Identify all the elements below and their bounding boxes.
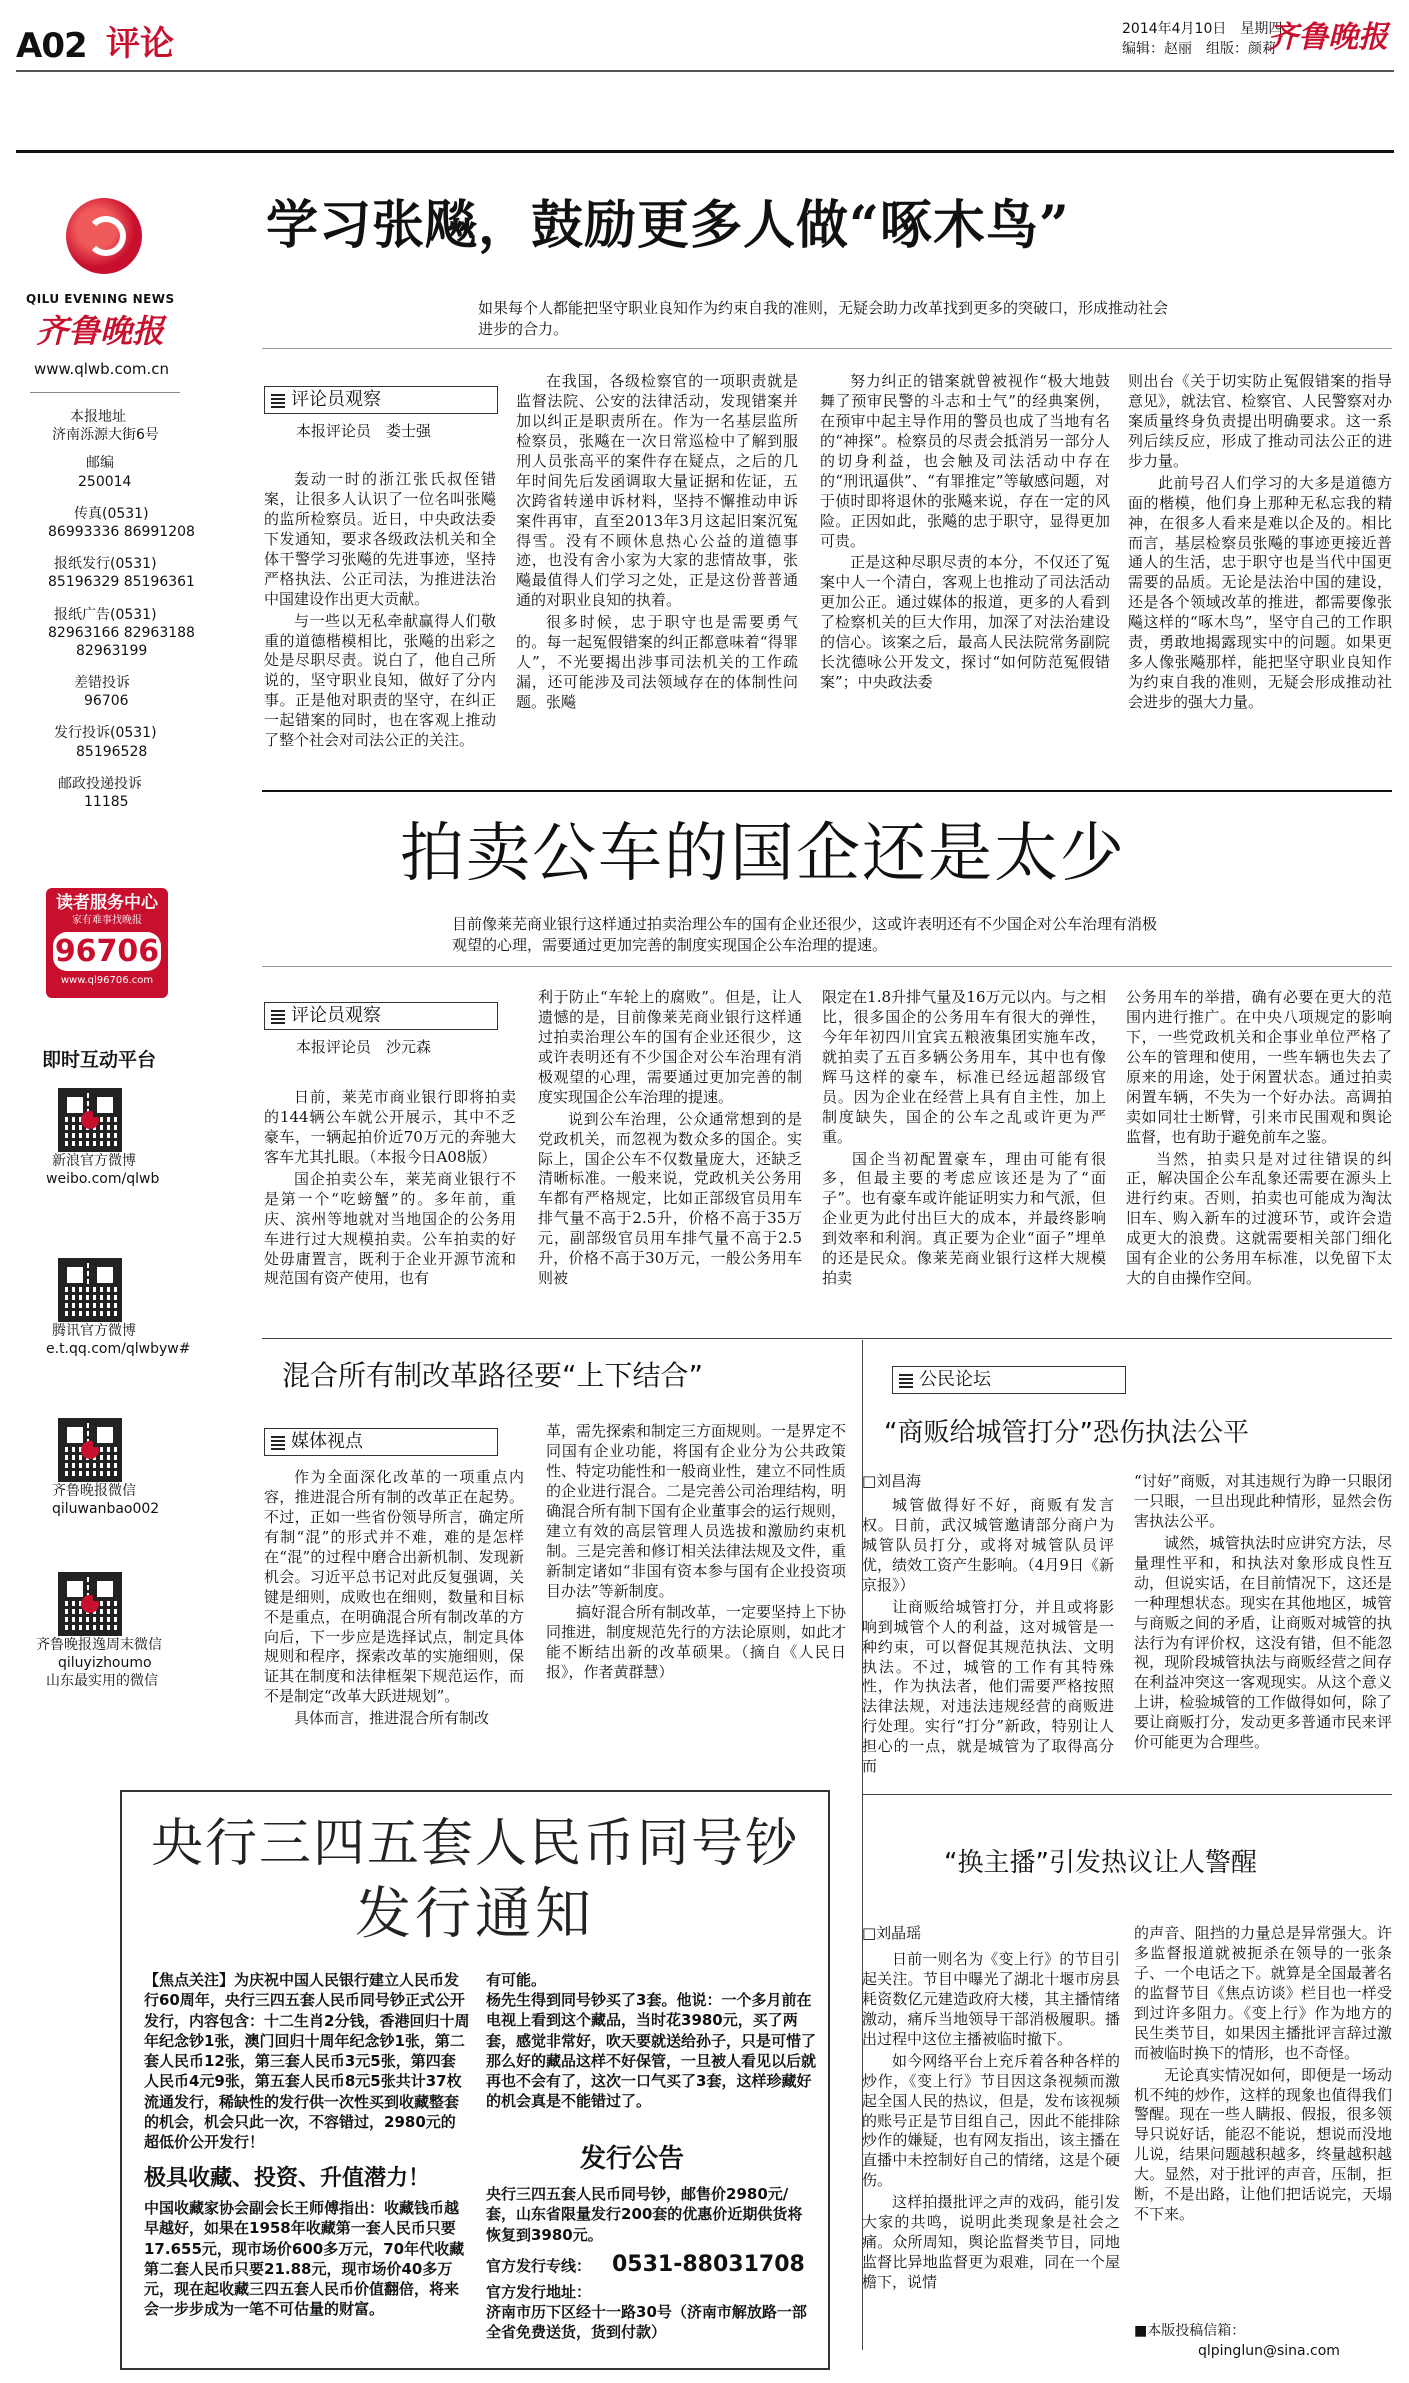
ad-notice-title: 发行公告 <box>580 2144 685 2174</box>
paragraph: 作为全面深化改革的一项重点内容，推进混合所有制的改革正在起势。不过，正如一些省份领导所言，确定所有制“混”的形式并不难，难的是怎样在“混”的过程中磨合出新机制、发现新机会。习近平总书记对此反复强调，关键是细则，成败也在细则，数量和目标不是重点，在明确混合所有制改革的方向后，下一步应是选择试点，制定具体规则和程序，探索改革的实施细则，保证其在制度和法律框架下规范运作，而不是制定“改革大跃进规划”。 <box>264 1468 524 1706</box>
paragraph: 公务用车的举措，确有必要在更大的范围内进行推广。在中央八项规定的影响下，一些党政机关和企事业单位严格了公车的管理和使用，一些车辆也失去了原来的用途，处于闲置状态。通过拍卖闲置车辆，不失为一个好办法。高调拍卖如同壮士断臂，引来市民围观和舆论监督，也有助于避免前车之鉴。 <box>1126 988 1392 1146</box>
address: 济南泺源大街6号 <box>52 427 159 444</box>
byline: 本报评论员 沙元森 <box>296 1038 432 1056</box>
brand-logo-icon <box>66 198 142 274</box>
postcode-label: 邮编 <box>86 455 114 472</box>
post-label: 邮政投递投诉 <box>58 775 142 792</box>
ad-address: 济南市历下区经十一路30号（济南市解放路一部全省免费送货，货到付款） <box>486 2303 807 2342</box>
submission-label: ■本版投稿信箱： <box>1134 2323 1246 2339</box>
body-col-2 <box>546 1422 846 1758</box>
service-number: 96706 <box>53 932 161 972</box>
qr-wechat-handle: qiluwanbao002 <box>52 1501 160 1518</box>
body-col-4 <box>1128 372 1392 772</box>
complaint: 96706 <box>84 693 129 710</box>
section-rule <box>262 1338 1392 1339</box>
headline: “换主播”引发热议让人警醒 <box>944 1848 1257 1878</box>
ad-phone[interactable]: 0531-88031708 <box>612 2252 805 2277</box>
sidebar-rule <box>30 392 180 393</box>
qr-weibo-name: 新浪官方微博 <box>52 1153 136 1169</box>
ad-title-line1: 央行三四五套人民币同号钞 <box>150 1814 799 1874</box>
paragraph: 让商贩给城管打分，并且或将影响到城管个人的利益，这对城管是一种约束，可以督促其规范执法、文明执法。不过，城管的工作有其特殊性，作为执法者，他们需要严格按照法律法规，对违法违规经营的商贩进行处理。实行“打分”新政，特别让人担心的一点，就是城管为了取得高分而 <box>862 1597 1114 1776</box>
contact-list <box>48 408 195 811</box>
brand-en: QILU EVENING NEWS <box>26 292 175 306</box>
column-tag: 媒体视点 <box>264 1428 498 1456</box>
body-col-2 <box>1134 1472 1392 1778</box>
body-col-1 <box>862 1496 1114 1778</box>
byline: □刘昌海 <box>862 1472 922 1490</box>
body-col-2 <box>1134 1924 1392 2316</box>
body-col-3 <box>822 988 1106 1326</box>
ad-testimonial: 杨先生得到同号钞买了3套。他说：一个多月前在电视上看到这个藏品，当时花3980元，买了两套，感觉非常好，吹天要就送给孙子，只是可惜了那么好的藏品这样不好保管，一旦被人看见以后就再也不会有了，这次一口气买了3套，这样珍藏好的机会真是不能错过了。 <box>486 1991 816 2111</box>
address-label: 本报地址 <box>70 409 126 425</box>
qr-code-icon <box>58 1572 122 1636</box>
issue-date: 2014年4月10日 星期四 <box>1122 21 1283 37</box>
body-col-2 <box>516 372 798 772</box>
paragraph: 城管做得好不好，商贩有发言权。日前，武汉城管邀请部分商户为城管队员打分，或将对城管队员评优，绩效工资产生影响。（4月9日《新京报》） <box>862 1496 1114 1594</box>
byline: □刘晶瑶 <box>862 1924 922 1942</box>
website-link[interactable]: www.qlwb.com.cn <box>34 360 169 378</box>
paragraph: 日前，莱芜市商业银行即将拍卖的144辆公车就公开展示，其中不乏豪车，一辆起拍价近70万元的奔驰大客车尤其扎眼。（本报今日A08版） <box>264 1088 516 1166</box>
service-sub: 家有难事找晚报 <box>72 915 142 927</box>
paragraph: 国企当初配置豪车，理由可能有很多，但最主要的考虑应该还是为了“面子”。也有豪车或许能证明实力和气派，但企业更为此付出巨大的成本，并最终影响到效率和利润。真正要为企业“面子”埋单的还是民众。像莱芜商业银行这样大规模拍卖 <box>822 1149 1106 1288</box>
submission-email[interactable]: qlpinglun@sina.com <box>1198 2343 1340 2359</box>
service-url: www.ql96706.com <box>60 975 154 987</box>
body-col-1 <box>264 1468 524 1758</box>
deck-rule <box>262 348 1392 349</box>
paragraph: 利于防止“车轮上的腐败”。但是，让人遗憾的是，目前像莱芜商业银行这样通过拍卖治理公车的国有企业还很少，这或许表明还有不少国企对公车治理有消极观望的心理，需要通过更加完善的制度实现国企公车治理的提速。 <box>538 988 802 1106</box>
byline: 本报评论员 娄士强 <box>296 422 432 440</box>
paragraph: 诚然，城管执法时应讲究方法，尽量理性平和，和执法对象形成良性互动，但说实话，在目前情况下，这还是一种理想状态。现实在其他地区，城管与商贩之间的矛盾，让商贩对城管的执法行为有评价权，这没有错，但不能忽视，现阶段城管执法与商贩经营之间存在利益冲突这一客观现实。从这个意义上讲，检验城管的工作做得如何，除了要让商贩打分，发动更多普通市民来评价可能更为合理些。 <box>1134 1533 1392 1752</box>
paragraph: 说到公车治理，公众通常想到的是党政机关，而忽视为数众多的国企。实际上，国企公车不仅数量庞大，还缺乏清晰标准。一般来说，党政机关公务用车都有严格规定，比如正部级官员用车排气量不高于2.5升，价格不高于35万元，副部级官员用车排气量不高于2.5升，价格不高于30万元，一般公务用车则被 <box>538 1109 802 1288</box>
deck-rule <box>262 966 1392 967</box>
deck: 如果每个人都能把坚守职业良知作为约束自我的准则，无疑会助力改革找到更多的突破口，形成推动社会进步的合力。 <box>478 299 1169 338</box>
ad-address-label: 官方发行地址： <box>486 2283 592 2301</box>
qr-tencent-name: 腾讯官方微博 <box>52 1323 136 1339</box>
ad-phones: 82963166 82963188 <box>48 624 195 641</box>
paragraph: 的声音、阻挡的力量总是异常强大。许多监督报道就被扼杀在领导的一张条子、一个电话之下。就算是全国最著名的监督节目《焦点访谈》栏目也一样受到过许多阻力。《变上行》作为地方的民生类节目，如果因主播批评言辞过激而被临时换下的情形，也不奇怪。 <box>1134 1924 1392 2062</box>
column-tag: 评论员观察 <box>264 386 498 414</box>
ad-title-line2: 发行通知 <box>355 1882 595 1947</box>
subscribe: 85196329 85196361 <box>48 574 195 591</box>
qr-code-icon <box>58 1088 122 1152</box>
paragraph: 很多时候，忠于职守也是需要勇气的。每一起冤假错案的纠正都意味着“得罪人”，不光要揭出涉事司法机关的工作疏漏，还可能涉及司法领域存在的体制性问题。张飚 <box>516 613 798 711</box>
section-rule <box>862 1794 1392 1795</box>
headline: “商贩给城管打分”恐伤执法公平 <box>884 1418 1249 1448</box>
service-title: 读者服务中心 <box>56 893 158 913</box>
qr-wechat-name: 齐鲁晚报微信 <box>52 1483 136 1499</box>
ad-slogan: 极具收藏、投资、升值潜力！ <box>144 2166 431 2191</box>
column-tag: 评论员观察 <box>264 1002 498 1030</box>
paragraph: 国企拍卖公车，莱芜商业银行不是第一个“吃螃蟹”的。多年前，重庆、滨州等地就对当地国企的公务用车进行过大规模拍卖。公车拍卖的好处毋庸置言，既利于企业开源节流和规范国有资产使用，也有 <box>264 1169 516 1288</box>
paragraph: 具体而言，推进混合所有制改 <box>294 1709 490 1728</box>
body-col-4 <box>1126 988 1392 1326</box>
paragraph: 当然，拍卖只是对过往错误的纠正，解决国企公车乱象还需要在源头上进行约束。否则，拍卖也可能成为淘汰旧车、购入新车的过渡环节，或许会造成更大的浪费。这就需要相关部门细化国有企业的公务用车标准，以免留下太大的自由操作空间。 <box>1126 1149 1392 1288</box>
qr-wechat[interactable] <box>52 1418 182 1518</box>
qr-code-icon <box>58 1418 122 1482</box>
body-col-1 <box>264 1088 516 1324</box>
paragraph: 正是这种尽职尽责的本分，不仅还了冤案中人一个清白，客观上也推动了司法活动更加公正。通过媒体的报道，更多的人看到了检察机关的巨大作用，加深了对法治建设的信心。该案之后，最高人民法院常务副院长沈德咏公开发文，探讨“如何防范冤假错案”；中央政法委 <box>820 553 1110 692</box>
interact-title: 即时互动平台 <box>42 1049 157 1071</box>
body-col-1 <box>862 1950 1120 2360</box>
ad-phone3: 82963199 <box>76 642 148 659</box>
body-col-1 <box>264 470 496 770</box>
deck: 目前像莱芜商业银行这样通过拍卖治理公车的国有企业还很少，这或许表明还有不少国企对公车治理有消极观望的心理，需要通过更加完善的制度实现国企公车治理的提速。 <box>452 915 1158 954</box>
paragraph: 无论真实情况如何，即便是一场动机不纯的炒作，这样的现象也值得我们警醒。现在一些人瞒报、假报，很多领导只说好话，能忍不能说，想说而没地儿说，结果问题越积越多，终量越积越大。显然，对于批评的声音，压制，拒断，不是出路，让他们把话说完，天塌不下来。 <box>1134 2065 1392 2224</box>
column-tag: 公民论坛 <box>892 1366 1126 1394</box>
page-code: A02 <box>16 26 87 66</box>
ad-col2-title: 有可能。 <box>486 1971 547 1989</box>
qr-weibo-handle: weibo.com/qlwb <box>46 1171 160 1188</box>
body-col-3 <box>820 372 1110 772</box>
paragraph: 如今网络平台上充斥着各种各样的炒作，《变上行》节目因这条视频而激起全国人民的热议，但是，发布该视频的账号正是节目组自己，因此不能排除炒作的嫌疑，也有网友指出，该主播在直播中未控制好自己的情绪，这是个硬伤。 <box>862 2051 1120 2190</box>
qr-weekend[interactable] <box>36 1572 186 1691</box>
paragraph: 日前一则名为《变上行》的节目引起关注。节目中曝光了湖北十堰市房县耗资数亿元建造政府大楼，其主播情绪激动，痛斥当地领导干部消极履职。播出过程中这位主播被临时撤下。 <box>862 1950 1120 2048</box>
header-brand: 齐鲁晚报 <box>1268 20 1388 55</box>
qr-code-icon <box>58 1258 122 1322</box>
paragraph: 此前号召人们学习的大多是道德方面的楷模，他们身上那种无私忘我的精神，在很多人看来是难以企及的。相比而言，基层检察员张飚的事迹更接近普通人的生活，忠于职守也是当代中国更需要的品质。无论是法治中国的建设，还是各个领域改革的推进，都需要像张飚这样的“啄木鸟”，坚守自己的工作职责，勇敢地揭露现实中的问题。如果更多人像张飚那样，能把坚守职业良知作为约束自我的准则，无疑会形成推动社会进步的强大力量。 <box>1128 473 1392 711</box>
ad-expert: 中国收藏家协会副会长王师傅指出：收藏钱币越早越好，如果在1958年收藏第一套人民币只要17.655元，现市场价600多万元，70年代收藏第二套人民币只要21.88元，现市场价40多万元，现在起收藏三四五套人民币价值翻倍，将来会一步步成为一笔不可估量的财富。 <box>144 2199 465 2319</box>
brand-cn: 齐鲁晚报 <box>36 312 165 350</box>
paragraph: 这样拍摄批评之声的戏码，能引发大家的共鸣，说明此类现象是社会之痛。众所周知，舆论监督类节目，同地监督比异地监督更为艰难，同在一个屋檐下，说情 <box>862 2193 1120 2291</box>
body-col-2 <box>538 988 802 1326</box>
ad-notice: 央行三四五套人民币同号钞，邮售价2980元/套，山东省限量发行200套的优惠价近期供货将恢复到3980元。 <box>486 2185 803 2244</box>
headline: 学习张飚，鼓励更多人做“啄木鸟” <box>266 195 1070 256</box>
fax: 86993336 86991208 <box>48 523 195 540</box>
header-rule <box>16 70 1394 72</box>
section-rule <box>262 790 1392 792</box>
reader-service-banner[interactable] <box>46 888 168 998</box>
dist: 85196528 <box>76 743 148 760</box>
qr-tencent[interactable] <box>46 1258 191 1358</box>
headline: 混合所有制改革路径要“上下结合” <box>282 1359 704 1392</box>
paragraph: 则出台《关于切实防止冤假错案的指导意见》，就法官、检察官、人民警察对办案质量终身负责提出明确要求。这一系列后续反应，形成了推动司法公正的进步力量。 <box>1128 372 1392 470</box>
postcode: 250014 <box>78 473 132 490</box>
advertisement <box>120 1790 830 2370</box>
qr-tencent-handle: e.t.qq.com/qlwbyw# <box>46 1341 191 1358</box>
qr-weibo[interactable] <box>46 1088 172 1188</box>
headline: 拍卖公车的国企还是太少 <box>400 817 1126 891</box>
post: 11185 <box>84 794 129 810</box>
section-name: 评论 <box>106 24 174 64</box>
fax-label: 传真(0531) <box>74 505 149 522</box>
top-section-rule <box>16 150 1394 153</box>
paragraph: 革，需先探索和制定三方面规则。一是界定不同国有企业功能，将国有企业分为公共政策性、特定功能性和一般商业性，建立不同性质的企业进行混合。二是完善公司治理结构，明确混合所有制下国有企业董事会的运行规则，建立有效的高层管理人员选拔和激励约束机制。三是完善和修订相关法律法规及文件，重新制定诸如“非国有资本参与国有企业投资项目办法”等新制度。 <box>546 1422 846 1600</box>
paragraph: 搞好混合所有制改革，一定要坚持上下协同推进，制度规范先行的方法论原则，如此才能不断结出新的改革硕果。（摘自《人民日报》，作者黄群慧） <box>546 1603 846 1682</box>
ad-phone-label: 官方发行专线： <box>486 2257 592 2275</box>
editors: 编辑：赵丽 组版：颜莉 <box>1122 41 1276 57</box>
paragraph: 与一些以无私牵献赢得人们敬重的道德楷模相比，张飚的出彩之处是尽职尽责。说白了，他自己所说的，坚守职业良知，做好了分内事。正是他对职责的坚守，在纠正一起错案的同时，也在客观上推动了整个社会对司法公正的关注。 <box>264 611 496 750</box>
paragraph: 限定在1.8升排气量及16万元以内。与之相比，很多国企的公务用车有很大的弹性，今年年初四川宜宾五粮液集团实施车改，就拍卖了五百多辆公务用车，其中也有像辉马这样的豪车，标准已经远超部级官员。因为企业在经营上具有自主性，加上制度缺失，国企的公车之乱或许更为严重。 <box>822 988 1106 1146</box>
dist-label: 发行投诉(0531) <box>54 725 157 742</box>
qr-weekend-name: 齐鲁晚报逸周末微信 <box>36 1637 162 1653</box>
subscribe-label: 报纸发行(0531) <box>54 556 157 573</box>
qr-weekend-extra: 山东最实用的微信 <box>46 1673 158 1690</box>
ad-intro: 【焦点关注】为庆祝中国人民银行建立人民币发行60周年，央行三四五套人民币同号钞正式公开发行，内容包含：十二生肖2分钱，香港回归十周年纪念钞1张，澳门回归十周年纪念钞1张，第二套人民币12张，第三套人民币3元5张，第四套人民币4元9张，第五套人民币8元5张共计37枚流通发行，稀缺性的发行供一次性买到收藏整套的机会，机会只此一次，不容错过，2980元的超低价公开发行！ <box>144 1971 470 2151</box>
ad-label: 报纸广告(0531) <box>54 606 157 623</box>
paragraph: 努力纠正的错案就曾被视作“极大地鼓舞了预审民警的斗志和士气”的经典案例，在预审中起主导作用的警员也成了当地有名的“神探”。检察员的尽责会抵消另一部分人的切身利益，也会触及司法活动中存在的“刑讯逼供”、“有罪推定”等敏感问题，对于侦时即将退休的张飚来说，存在一定的风险。正因如此，张飚的忠于职守，显得更加可贵。 <box>820 372 1110 550</box>
qr-weekend-handle: qiluyizhoumo <box>58 1655 152 1672</box>
paragraph: 在我国，各级检察官的一项职责就是监督法院、公安的法律活动，发现错案并加以纠正是职责所在。作为一名基层监所检察员，张飚在一次日常巡检中了解到服刑人员张高平的案件存在疑点，之后的几年时间先后发函调取大量证据和佐证，五次跨省转递申诉材料，坚持不懈推动申诉案件再审，直至2013年3月这起旧案沉冤得雪。没有不顾休息热心公益的道德事迹，也没有舍小家为大家的悲情故事，张飚最值得人们学习之处，正是这份普普通通的对职业良知的执着。 <box>516 372 798 610</box>
complaint-label: 差错投诉 <box>74 675 130 692</box>
paragraph: “讨好”商贩，对其违规行为睁一只眼闭一只眼，一旦出现此种情形，显然会伤害执法公平。 <box>1134 1472 1392 1530</box>
paragraph: 轰动一时的浙江张氏叔侄错案，让很多人认识了一位名叫张飚的监所检察员。近日，中央政法委下发通知，要求各级政法机关和全体干警学习张飚的先进事迹，坚持严格执法、公正司法，为推进法治中国建设作出更大贡献。 <box>264 470 496 608</box>
